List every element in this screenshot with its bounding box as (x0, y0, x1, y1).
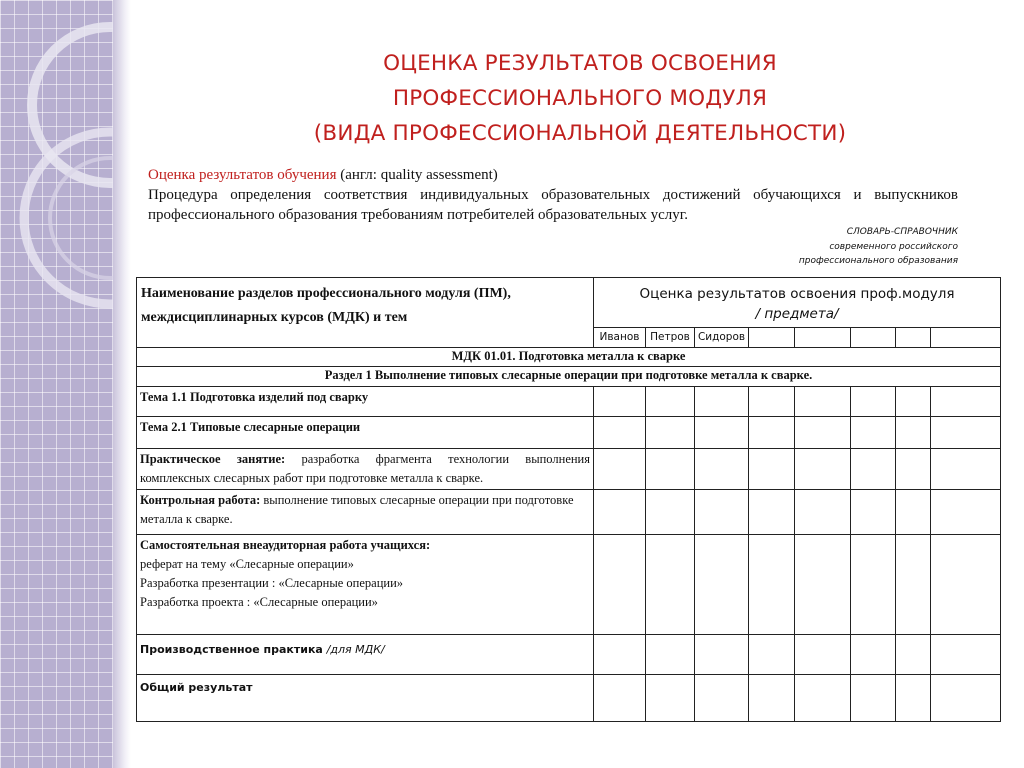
definition-heading (148, 165, 958, 185)
grade-cell[interactable] (749, 490, 795, 535)
grade-cell[interactable] (646, 490, 695, 535)
grade-cell[interactable] (896, 675, 931, 722)
student-name: Иванов (594, 328, 646, 348)
grade-cell[interactable] (931, 387, 1001, 417)
assessment-table-wrapper (136, 277, 1000, 720)
grade-cell[interactable] (795, 635, 851, 675)
grade-cell[interactable] (795, 387, 851, 417)
practical-label: Практическое занятие: (140, 452, 286, 466)
independent-label: Самостоятельная внеаудиторная работа учащихся: (140, 538, 431, 552)
student-name-empty (896, 328, 931, 348)
grade-cell[interactable] (594, 449, 646, 490)
grade-cell[interactable] (646, 417, 695, 449)
decorative-rings (0, 0, 113, 768)
sidebar-edge (113, 0, 131, 768)
table-row (137, 490, 1001, 535)
grade-cell[interactable] (646, 387, 695, 417)
mdk-row: МДК 01.01. Подготовка металла к сварке (137, 348, 1001, 367)
independent-item: реферат на тему «Слесарные операции» (140, 557, 354, 571)
title-line-1: ОЦЕНКА РЕЗУЛЬТАТОВ ОСВОЕНИЯ (383, 51, 777, 76)
grade-cell[interactable] (749, 535, 795, 635)
grade-cell[interactable] (749, 675, 795, 722)
grade-cell[interactable] (695, 675, 749, 722)
grade-cell[interactable] (594, 490, 646, 535)
student-name-empty (749, 328, 795, 348)
grade-cell[interactable] (749, 387, 795, 417)
practical-text: разработка фрагмента технологии выполнения комплексных слесарных работ при подготовке металла к сварке. (140, 452, 590, 485)
grade-cell[interactable] (749, 417, 795, 449)
grade-cell[interactable] (795, 449, 851, 490)
grade-cell[interactable] (695, 387, 749, 417)
grade-cell[interactable] (896, 635, 931, 675)
grade-cell[interactable] (851, 417, 896, 449)
production-note: /для МДК/ (326, 643, 385, 656)
grade-cell[interactable] (695, 417, 749, 449)
definition-term: Оценка результатов обучения (148, 167, 337, 183)
production-label: Производственное практика (140, 643, 327, 656)
grade-cell[interactable] (931, 449, 1001, 490)
definition-body: Процедура определения соответствия индивидуальных образовательных достижений обучающихся и выпускников профессионального образования требованиям потребителей образовательных услуг. (148, 187, 958, 223)
independent-item: Разработка презентации : «Слесарные операции» (140, 576, 404, 590)
table-row (137, 417, 1001, 449)
source-line-3: профессионального образования (798, 256, 958, 266)
grade-cell[interactable] (795, 490, 851, 535)
decorative-sidebar (0, 0, 113, 768)
grade-cell[interactable] (795, 417, 851, 449)
grade-cell[interactable] (646, 535, 695, 635)
grade-cell[interactable] (896, 535, 931, 635)
table-row (137, 387, 1001, 417)
topic-2-label: Тема 2.1 Типовые слесарные операции (137, 417, 594, 449)
grade-cell[interactable] (896, 490, 931, 535)
control-work (137, 490, 594, 535)
grade-cell[interactable] (851, 675, 896, 722)
grade-cell[interactable] (931, 417, 1001, 449)
grade-cell[interactable] (896, 387, 931, 417)
header-assessment-subtitle: / предмета/ (755, 306, 839, 322)
grade-cell[interactable] (594, 675, 646, 722)
grade-cell[interactable] (795, 675, 851, 722)
grade-cell[interactable] (851, 535, 896, 635)
source-citation (799, 225, 958, 269)
page-title (200, 46, 960, 151)
student-name-empty (851, 328, 896, 348)
header-assessment-title: Оценка результатов освоения проф.модуля (639, 286, 955, 302)
topic-1-label: Тема 1.1 Подготовка изделий под сварку (137, 387, 594, 417)
grade-cell[interactable] (851, 635, 896, 675)
grade-cell[interactable] (749, 449, 795, 490)
source-line-1: СЛОВАРЬ-СПРАВОЧНИК (846, 227, 958, 237)
control-label: Контрольная работа: (140, 493, 261, 507)
grade-cell[interactable] (594, 387, 646, 417)
header-assessment (594, 278, 1001, 328)
total-label: Общий результат (140, 681, 253, 694)
grade-cell[interactable] (896, 417, 931, 449)
grade-cell[interactable] (851, 449, 896, 490)
student-name: Сидоров (695, 328, 749, 348)
grade-cell[interactable] (594, 635, 646, 675)
grade-cell[interactable] (931, 635, 1001, 675)
table-row (137, 535, 1001, 635)
grade-cell[interactable] (695, 449, 749, 490)
grade-cell[interactable] (851, 387, 896, 417)
grade-cell[interactable] (931, 675, 1001, 722)
grade-cell[interactable] (749, 635, 795, 675)
grade-cell[interactable] (931, 490, 1001, 535)
grade-cell[interactable] (594, 535, 646, 635)
student-name: Петров (646, 328, 695, 348)
grade-cell[interactable] (795, 535, 851, 635)
grade-cell[interactable] (931, 535, 1001, 635)
grade-cell[interactable] (695, 535, 749, 635)
header-section-names: Наименование разделов профессионального модуля (ПМ), междисциплинарных курсов (МДК) и тем (137, 278, 594, 348)
grade-cell[interactable] (896, 449, 931, 490)
production-practice (137, 635, 594, 675)
assessment-table (136, 277, 1001, 722)
total-result (137, 675, 594, 722)
source-line-2: современного российского (829, 241, 958, 252)
grade-cell[interactable] (851, 490, 896, 535)
definition-block (148, 165, 958, 225)
student-name-empty (931, 328, 1001, 348)
definition-term-note: (англ: quality assessment) (336, 167, 498, 183)
grade-cell[interactable] (695, 635, 749, 675)
independent-item: Разработка проекта : «Слесарные операции» (140, 595, 378, 609)
practical-lesson (137, 449, 594, 490)
title-line-3: (ВИДА ПРОФЕССИОНАЛЬНОЙ ДЕЯТЕЛЬНОСТИ) (313, 121, 847, 146)
grade-cell[interactable] (695, 490, 749, 535)
table-row (137, 449, 1001, 490)
grade-cell[interactable] (646, 449, 695, 490)
control-text: выполнение типовых слесарные операции при подготовке металла к сварке. (140, 493, 574, 526)
grade-cell[interactable] (646, 635, 695, 675)
table-row (137, 675, 1001, 722)
grade-cell[interactable] (594, 417, 646, 449)
independent-work (137, 535, 594, 635)
student-name-empty (795, 328, 851, 348)
title-line-2: ПРОФЕССИОНАЛЬНОГО МОДУЛЯ (392, 86, 768, 111)
grade-cell[interactable] (646, 675, 695, 722)
table-row (137, 635, 1001, 675)
section-row: Раздел 1 Выполнение типовых слесарные операции при подготовке металла к сварке. (137, 367, 1001, 387)
